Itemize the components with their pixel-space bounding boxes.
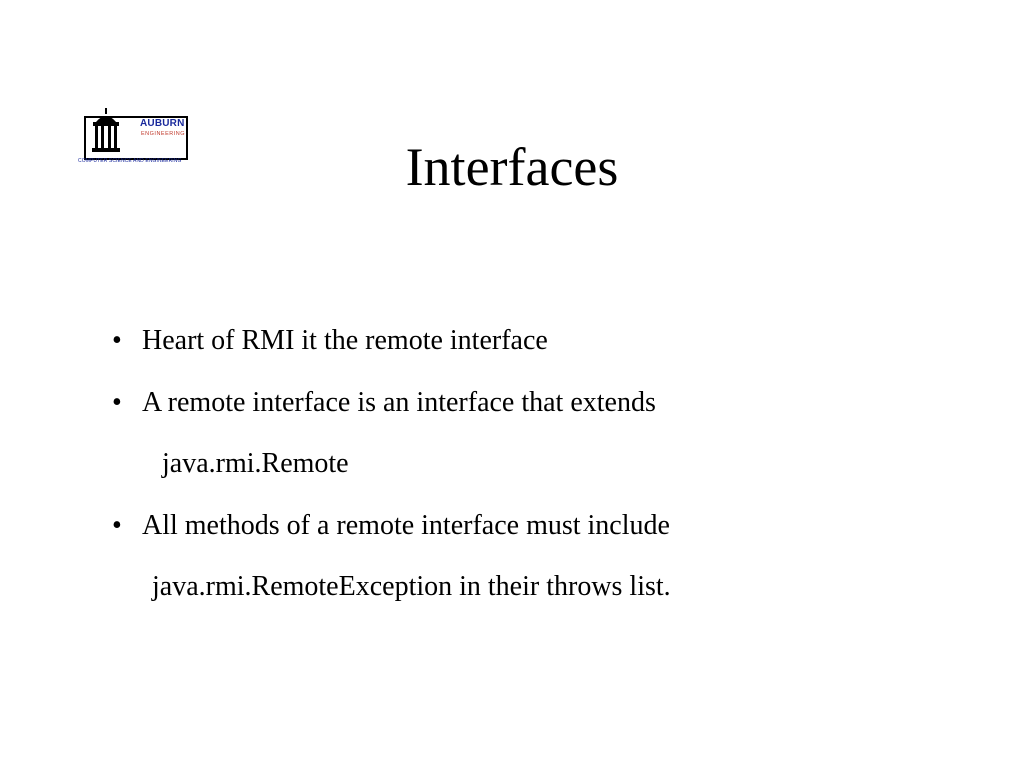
bullet-item: [112, 326, 548, 356]
bullet-marker: •: [112, 387, 122, 418]
slide-title: Interfaces: [405, 137, 619, 197]
bullet-text: All methods of a remote interface must include: [142, 510, 670, 541]
bullet-continuation: java.rmi.RemoteException in their throws list.: [152, 571, 671, 602]
logo-caption: COMPUTER SCIENCE AND ENGINEERING: [78, 158, 182, 164]
logo-title: AUBURN: [140, 118, 185, 129]
logo-subtitle: ENGINEERING: [141, 131, 186, 137]
bullet-text: Heart of RMI it the remote interface: [142, 325, 548, 356]
bullet-text: A remote interface is an interface that extends: [142, 387, 656, 418]
bullet-continuation: java.rmi.Remote: [162, 448, 349, 479]
bullet-marker: •: [112, 325, 122, 356]
bullet-marker: •: [112, 510, 122, 541]
bullet-item: [112, 511, 670, 541]
bullet-item: [112, 388, 656, 418]
